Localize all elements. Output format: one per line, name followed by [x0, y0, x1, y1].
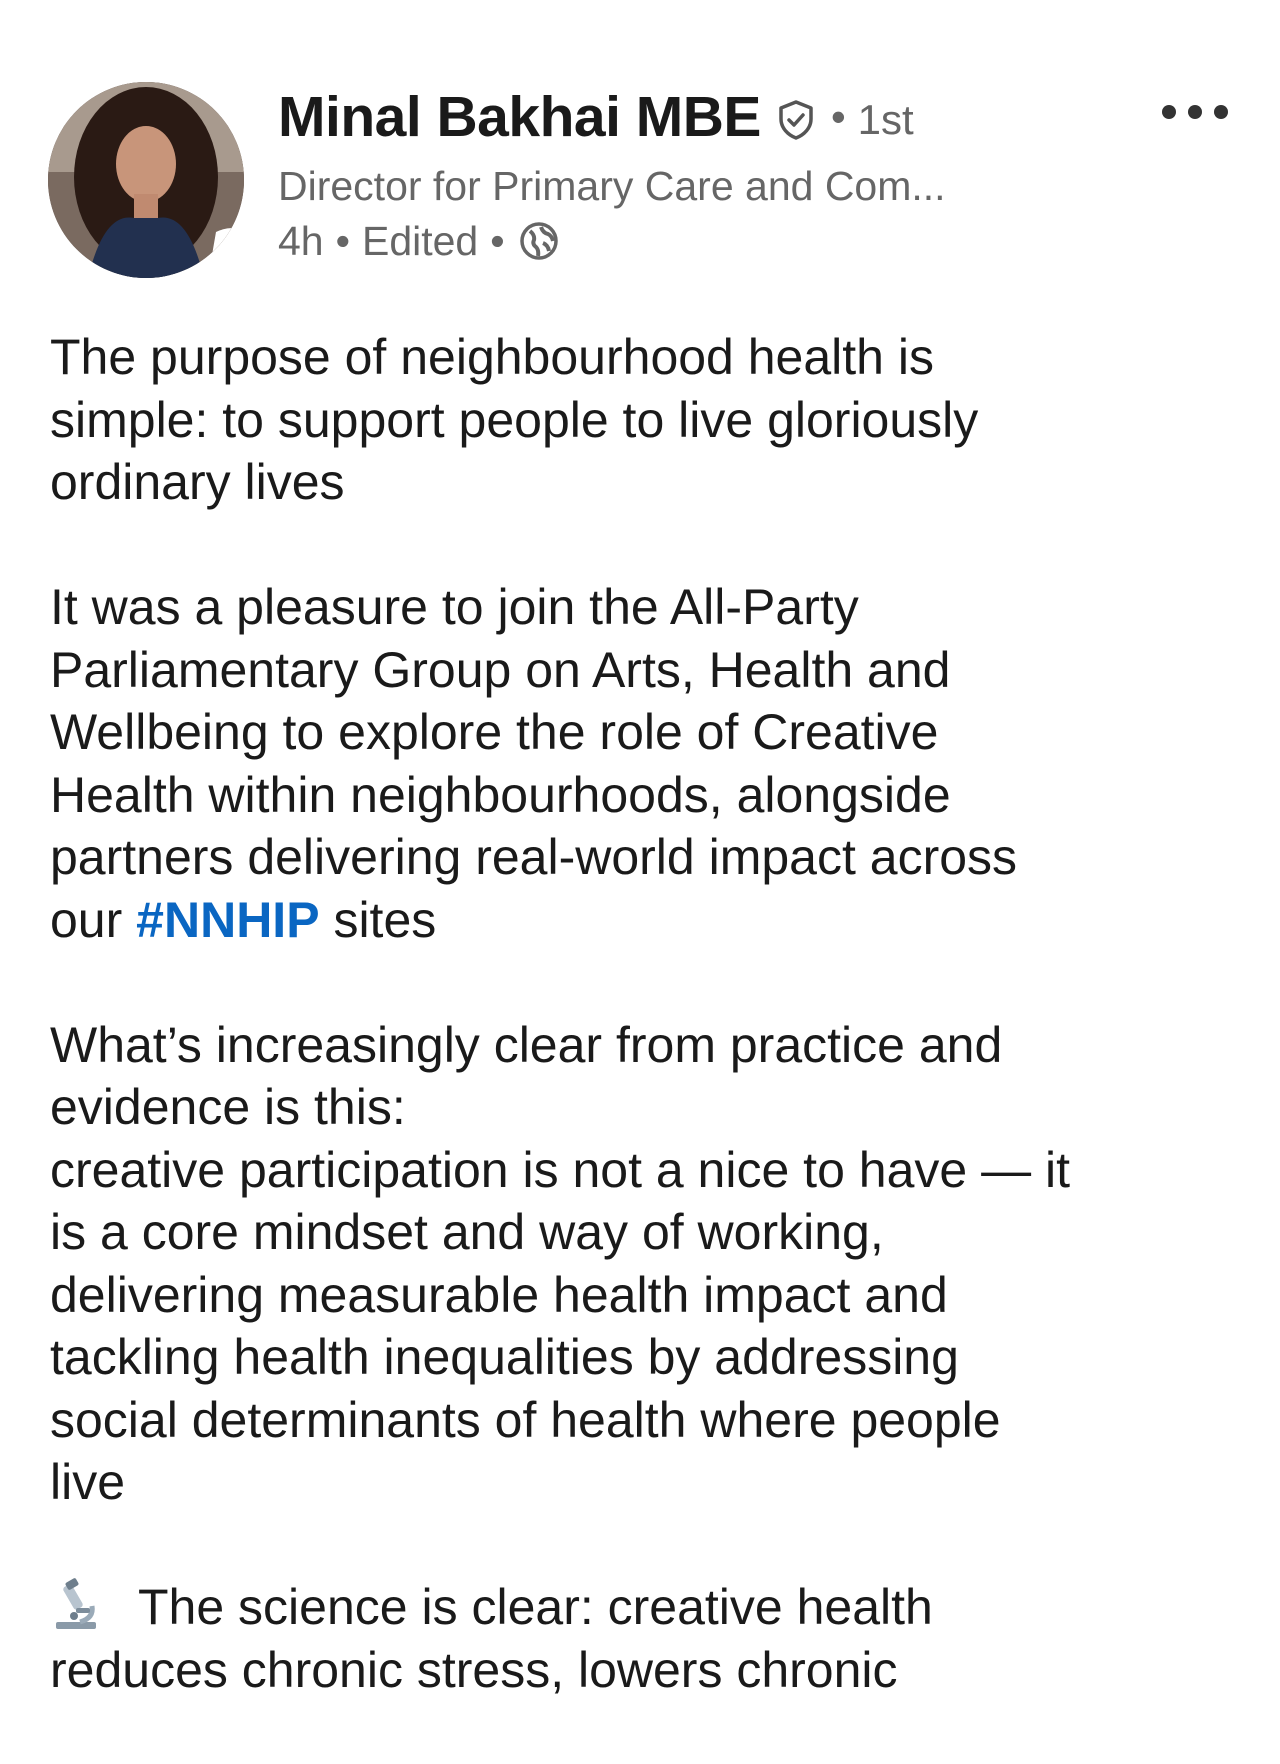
author-headline[interactable]: Director for Primary Care and Com... [278, 163, 946, 209]
post-paragraph-2 [50, 576, 1240, 951]
more-horizontal-icon [1214, 105, 1228, 119]
text-segment: sites [319, 891, 437, 948]
post-text-line: Wellbeing to explore the role of Creative [50, 704, 939, 760]
avatar-photo [48, 82, 244, 278]
post-text-line: What’s increasingly clear from practice and [50, 1016, 1003, 1073]
text-segment: our [50, 891, 137, 948]
post-paragraph-4 [50, 1576, 1240, 1701]
author-name[interactable]: Minal Bakhai MBE [278, 85, 761, 149]
more-options-button[interactable] [1162, 98, 1228, 126]
post-text-line: ordinary lives [50, 454, 345, 510]
post-text-line: Health within neighbourhoods, alongside [50, 766, 951, 823]
post-header [48, 82, 1238, 282]
post-time: 4h [278, 217, 324, 264]
post-text-line: evidence is this: [50, 1079, 406, 1135]
post-paragraph-1 [50, 326, 1240, 514]
post-paragraph-3 [50, 1014, 1240, 1514]
hashtag-link[interactable]: #NNHIP [136, 891, 320, 948]
post-text-line: social determinants of health where people [50, 1391, 1001, 1448]
edited-label: Edited [361, 217, 479, 264]
connection-degree: 1st [857, 96, 914, 143]
verified-shield-icon [775, 99, 817, 141]
more-horizontal-icon [1188, 105, 1202, 119]
meta-dot: • [335, 217, 350, 264]
more-horizontal-icon [1162, 105, 1176, 119]
post-text-line: tackling health inequalities by addressing [50, 1329, 959, 1385]
avatar[interactable] [48, 82, 244, 278]
post-text-line: is a core mindset and way of working, [50, 1204, 884, 1260]
post-text-line: It was a pleasure to join the All-Party [50, 579, 859, 635]
post-text-line: simple: to support people to live gloriously [50, 391, 979, 448]
post-text-line: Parliamentary Group on Arts, Health and [50, 641, 951, 698]
post-meta [278, 214, 1118, 268]
post-text-line: The purpose of neighbourhood health is [50, 329, 934, 385]
degree-bullet: • [830, 93, 846, 140]
author-line [278, 82, 1118, 152]
meta-dot: • [490, 217, 505, 264]
post-text-line [50, 1576, 1240, 1639]
author-block [278, 82, 1118, 268]
post-text-segment: The science is clear: creative health [138, 1579, 933, 1635]
post-text-line [50, 889, 1240, 952]
post-text-line: reduces chronic stress, lowers chronic [50, 1641, 898, 1698]
post-text-line: delivering measurable health impact and [50, 1266, 948, 1323]
post-text-line: live [50, 1454, 126, 1510]
microscope-icon [50, 1578, 104, 1632]
post-text-line: creative participation is not a nice to have — it [50, 1141, 1070, 1198]
post-text-line: partners delivering real-world impact across [50, 829, 1018, 885]
post-body [50, 326, 1240, 1764]
globe-icon [519, 221, 559, 261]
